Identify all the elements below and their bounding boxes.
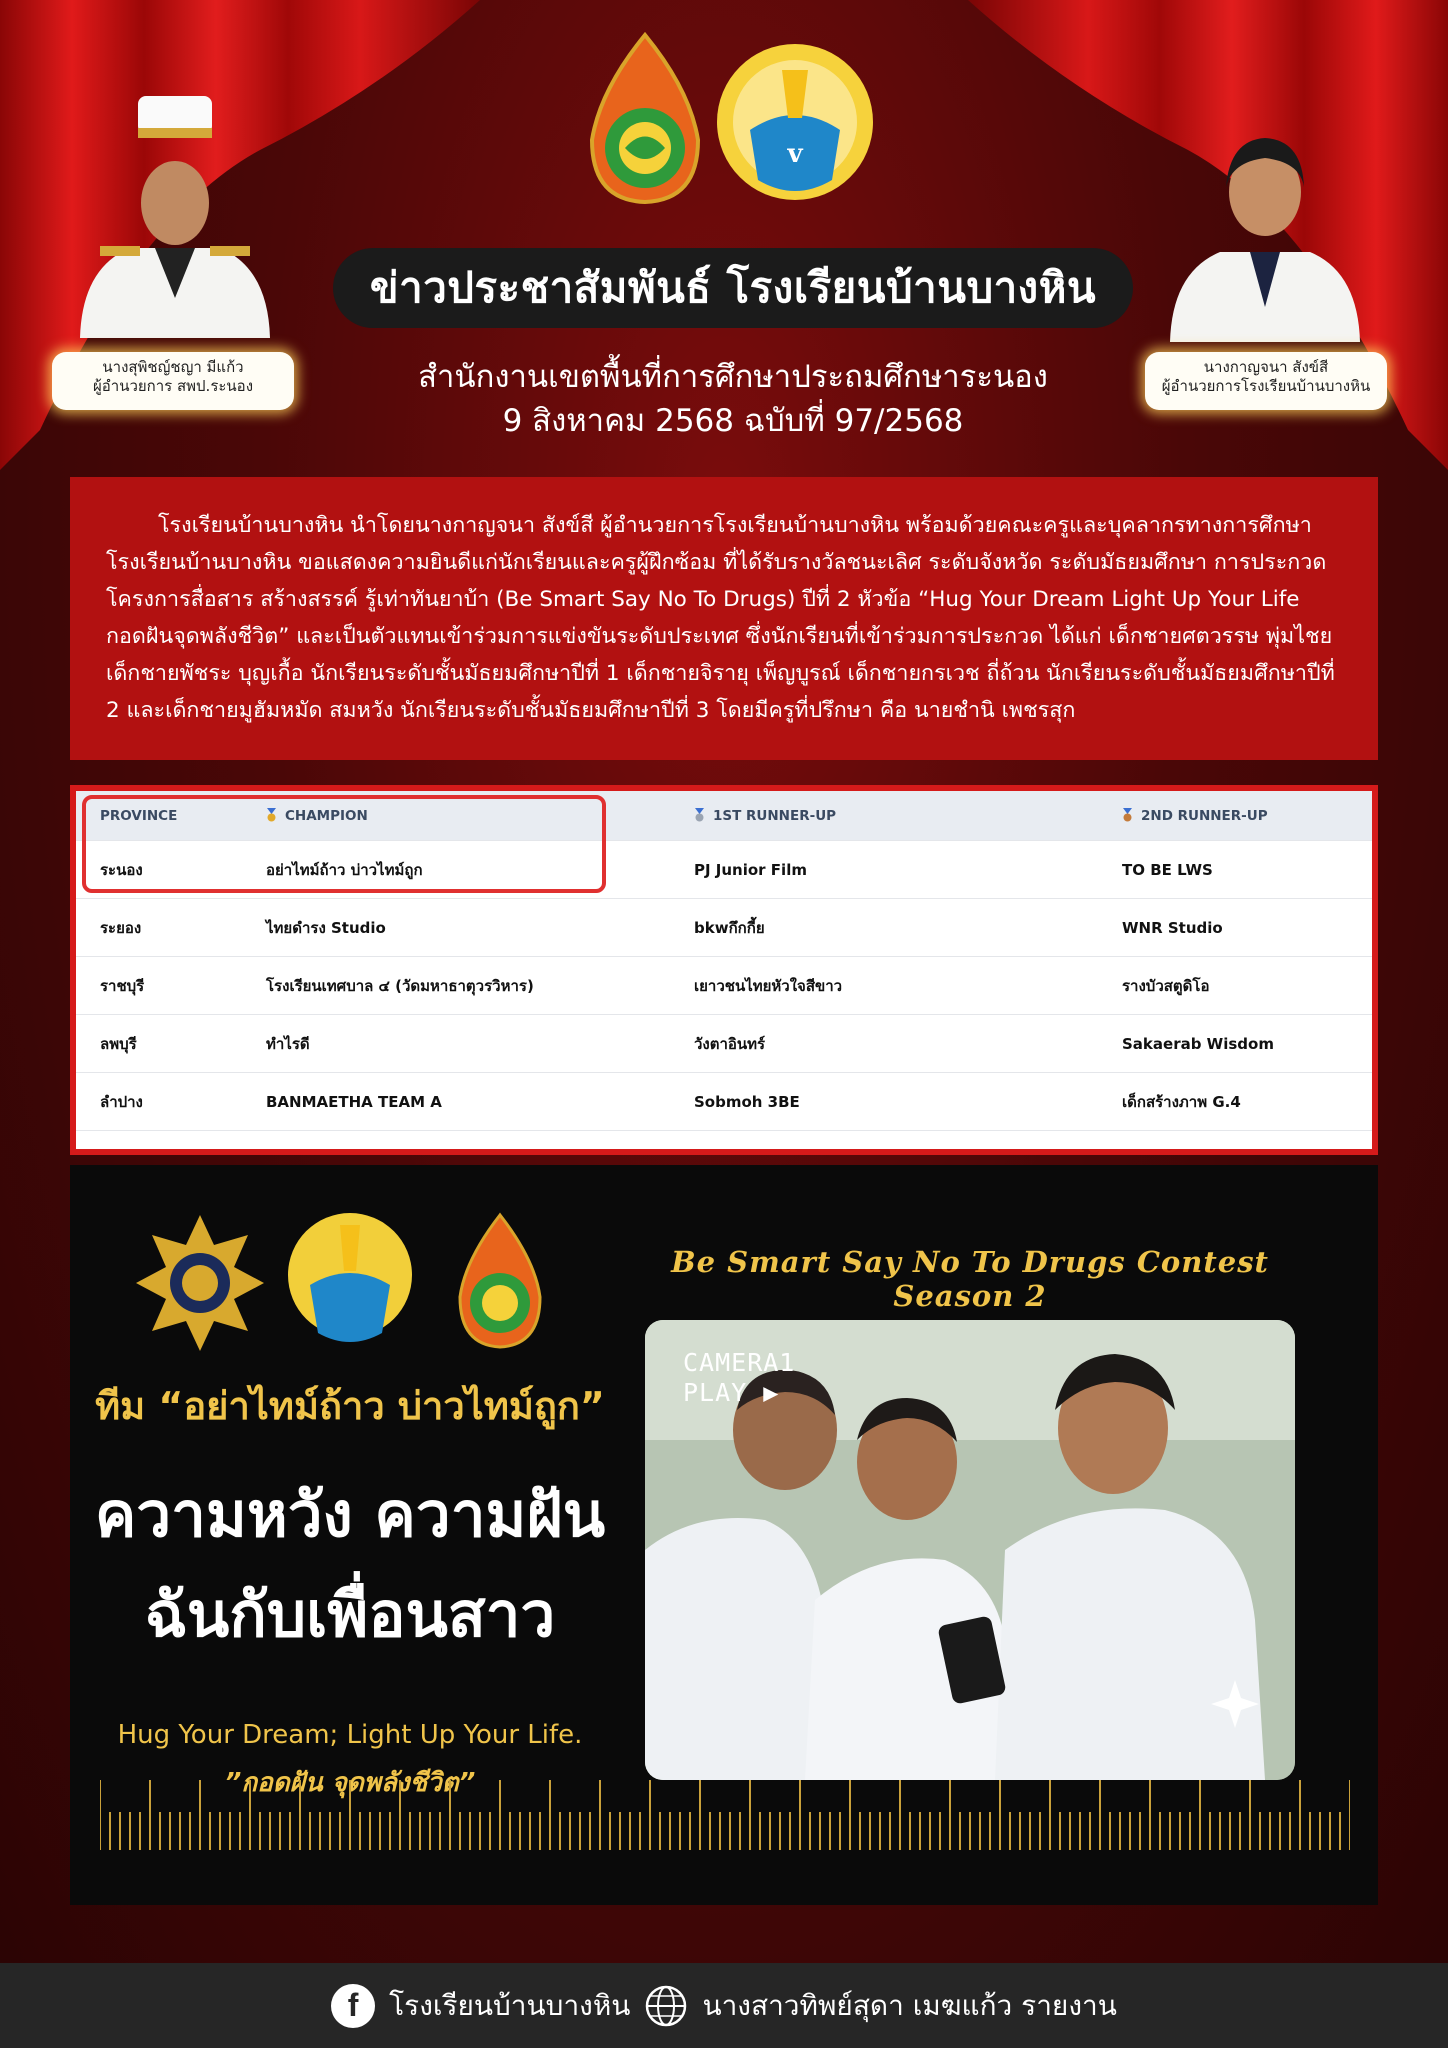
header-second-runner-up: 2ND RUNNER-UP [1122,808,1268,824]
page-title [333,248,1133,328]
cell-first-runner-up: เยาวชนไทยหัวใจสีขาว [694,976,843,995]
camera-overlay [683,1348,795,1408]
winner-highlight-box [82,795,606,893]
sesa-emblem-icon [288,1213,412,1342]
caption-name: นางสุพิชญ์ชญา มีแก้ว [102,358,244,376]
silver-medal-icon [694,808,705,822]
tagline-english: Hug Your Dream; Light Up Your Life. [117,1720,583,1750]
caption-role: ผู้อำนวยการโรงเรียนบ้านบางหิน [1161,377,1371,395]
issue-line: 9 สิงหาคม 2568 ฉบับที่ 97/2568 [502,403,964,439]
table-row [76,1015,1372,1073]
cell-province: ลำปาง [100,1092,143,1111]
poster-logos [130,1205,570,1355]
facebook-page-name[interactable]: โรงเรียนบ้านบางหิน [389,1988,631,2022]
cell-champion: โรงเรียนเทศบาล ๔ (วัดมหาธาตุวรวิหาร) [266,976,534,995]
subtitle [333,355,1133,443]
tagline-thai: ”กอดฝัน จุดพลังชีวิต” [224,1768,476,1798]
table-row [76,899,1372,957]
cell-second-runner-up: TO BE LWS [1122,860,1213,879]
header-first-runner-up: 1ST RUNNER-UP [694,808,836,824]
ruler-decoration [100,1770,1350,1850]
cell-province: ระนอง [100,860,143,879]
slogan-line: ฉันกับเพื่อนสาว [144,1578,556,1651]
portrait-school-director [1150,92,1380,342]
news-paragraph-box [70,477,1378,760]
bronze-medal-icon [1122,808,1133,822]
cell-first-runner-up: bkwกึกกี้ย [694,918,765,937]
caption-name: นางกาญจนา สังข์สี [1203,358,1329,376]
team-photo [645,1320,1295,1780]
table-row [76,1073,1372,1131]
results-table [76,791,1372,1149]
caption-role: ผู้อำนวยการ สพป.ระนอง [92,377,254,395]
cell-second-runner-up: WNR Studio [1122,918,1223,937]
header-province: PROVINCE [100,807,178,824]
cell-champion: อย่าไทม์ถ้าว บ่าวไทม์ถูก [266,860,423,879]
footer-bar [0,1963,1448,2048]
cell-second-runner-up: Sakaerab Wisdom [1122,1034,1274,1053]
slogan-line: ความหวัง ความฝัน [94,1478,606,1551]
svg-text:v: v [787,139,803,169]
caption-school-director [1145,352,1387,410]
news-paragraph: โรงเรียนบ้านบางหิน นำโดยนางกาญจนา สังข์สี ผู้อำนวยการโรงเรียนบ้านบางหิน พร้อมด้วยคณะครูและบุคลากรทางการศึกษา โรงเรียนบ้านบางหิน ขอแสดงความยินดีแก่นักเรียนและครูผู้ฝึกซ้อม ที่ได้รับรางวัลชนะเลิศ ระดับจังหวัด ระดับมัธยมศึกษา การประกวดโครงการสื่อสาร สร้างสรรค์ รู้เท่าทันยาบ้า (Be Smart Say No To Drugs) ปีที่ 2 หัวข้อ “Hug Your Dream Light Up Your Life กอดฝันจุดพลังชีวิต” และเป็นตัวแทนเข้าร่วมการแข่งขันระดับประเทศ ซึ่งนักเรียนที่เข้าร่วมการประกวด ได้แก่ เด็กชายศตวรรษ พุ่มไชย เด็กชายพัชระ บุญเกื้อ นักเรียนระดับชั้นมัธยมศึกษาปีที่ 1 เด็กชายจิรายุ เพ็ญบูรณ์ เด็กชายกรเวช ถี่ถ้วน นักเรียนระดับชั้นมัธยมศึกษาปีที่ 2 และเด็กชายมูฮัมหมัด สมหวัง นักเรียนระดับชั้นมัธยมศึกษาปีที่ 3 โดยมีครูที่ปรึกษา คือ นายชำนิ เพชรสุก [106,513,1335,723]
page-title-text: ข่าวประชาสัมพันธ์ โรงเรียนบ้านบางหิน [369,263,1097,312]
cell-first-runner-up: PJ Junior Film [694,860,807,879]
cell-first-runner-up: วังตาอินทร์ [694,1034,766,1053]
cell-champion: ทำไรดี [266,1034,310,1053]
play-label: PLAY ▶ [683,1378,780,1407]
cell-first-runner-up: Sobmoh 3BE [694,1092,800,1111]
cell-province: ลพบุรี [100,1034,137,1053]
justice-emblem-icon [136,1215,264,1351]
agency-logos [570,30,880,220]
obec-emblem-icon [460,1215,540,1347]
results-table-frame [70,785,1378,1155]
sesa-emblem-icon [717,44,873,200]
contest-title: Be Smart Say No To Drugs Contest Season 2 [671,1245,1269,1313]
globe-icon [644,1984,688,2028]
team-name: ทีม “อย่าไทม์ถ้าว บ่าวไทม์ถูก” [95,1384,605,1428]
reporter-credit: นางสาวทิพย์สุดา เมฆแก้ว รายงาน [702,1988,1117,2022]
cell-champion: ไทยดำรง Studio [266,918,386,937]
caption-district-director [52,352,294,410]
header-champion: CHAMPION [266,808,368,824]
cell-province: ราชบุรี [100,976,145,995]
obec-emblem-icon [592,35,698,202]
cell-province: ระยอง [100,918,142,937]
cell-champion: BANMAETHA TEAM A [266,1092,442,1111]
facebook-icon[interactable]: f [331,1984,375,2028]
camera-label: CAMERA1 [683,1348,796,1377]
contest-poster [70,1165,1378,1905]
cell-second-runner-up: เด็กสร้างภาพ G.4 [1122,1092,1241,1111]
cell-second-runner-up: รางบัวสตูดิโอ [1122,976,1210,995]
portrait-director-area [60,88,290,338]
agency-name: สำนักงานเขตพื้นที่การศึกษาประถมศึกษาระนอง [418,359,1048,395]
slogan [70,1465,630,1665]
table-row [76,957,1372,1015]
